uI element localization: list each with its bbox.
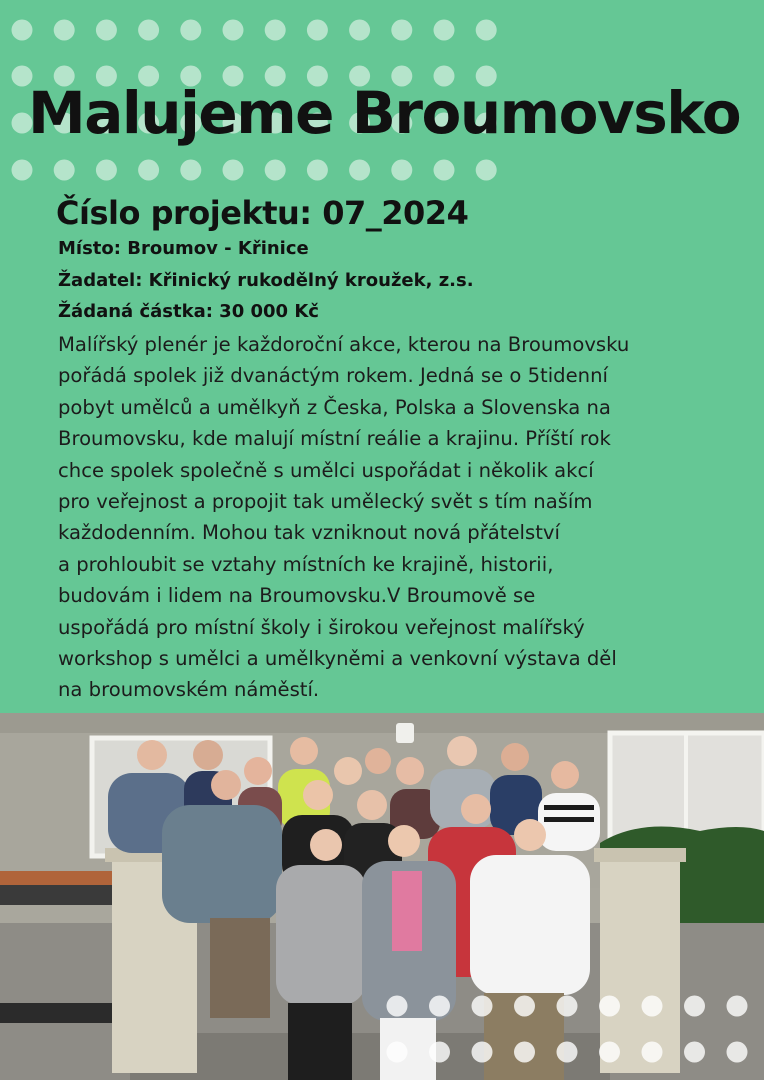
decorative-dot <box>472 996 493 1017</box>
decorative-dot <box>223 20 244 41</box>
decorative-dot <box>391 160 412 181</box>
project-amount: Žádaná částka: 30 000 Kč <box>58 301 319 322</box>
decorative-dot <box>12 20 33 41</box>
decorative-dot <box>599 1042 620 1063</box>
decorative-dot <box>429 1042 450 1063</box>
description-line: budovám i lidem na Broumovsku.V Broumově se <box>58 584 536 608</box>
project-description <box>58 329 738 706</box>
decorative-dot <box>387 996 408 1017</box>
decorative-dot <box>387 1042 408 1063</box>
description-line: uspořádá pro místní školy i širokou veřejnost malířský <box>58 615 585 639</box>
decorative-dot <box>96 20 117 41</box>
description-line: pořádá spolek již dvanáctým rokem. Jedná se o 5tidenní <box>58 364 608 388</box>
decorative-dot <box>265 160 286 181</box>
description-line: pobyt umělců a umělkyň z Česka, Polska a Slovenska na <box>58 395 611 419</box>
decorative-dot <box>684 996 705 1017</box>
decorative-dot <box>514 996 535 1017</box>
project-number: Číslo projektu: 07_2024 <box>56 194 469 232</box>
decorative-dot <box>307 20 328 41</box>
decorative-dot <box>138 160 159 181</box>
decorative-dot <box>642 996 663 1017</box>
decorative-dot <box>727 1042 748 1063</box>
project-title: Malujeme Broumovsko <box>28 79 741 147</box>
description-line: každodenním. Mohou tak vzniknout nová přátelství <box>58 521 560 545</box>
description-line: a prohloubit se vztahy místních ke krajině, historii, <box>58 552 554 576</box>
description-line: chce spolek společně s umělci uspořádat i několik akcí <box>58 458 594 482</box>
decorative-dot <box>138 20 159 41</box>
description-line: Broumovsku, kde malují místní reálie a krajinu. Příští rok <box>58 427 611 451</box>
decorative-dot <box>557 1042 578 1063</box>
description-line: pro veřejnost a propojit tak umělecký svět s tím naším <box>58 490 593 514</box>
project-applicant: Žadatel: Křinický rukodělný kroužek, z.s. <box>58 270 474 291</box>
decorative-dot <box>54 20 75 41</box>
decorative-dot <box>265 20 286 41</box>
decorative-dot <box>54 160 75 181</box>
decorative-dot <box>223 160 244 181</box>
decorative-dot <box>599 996 620 1017</box>
description-line: na broumovském náměstí. <box>58 678 320 702</box>
decorative-dot <box>12 160 33 181</box>
decorative-dot <box>684 1042 705 1063</box>
group-photo <box>0 713 764 1080</box>
decorative-dot <box>476 160 497 181</box>
decorative-dot <box>434 160 455 181</box>
description-line: Malířský plenér je každoroční akce, kterou na Broumovsku <box>58 333 630 356</box>
decorative-dot <box>472 1042 493 1063</box>
project-place: Místo: Broumov - Křinice <box>58 238 309 259</box>
decorative-dot <box>307 160 328 181</box>
decorative-dot <box>434 20 455 41</box>
group-photo-illustration <box>0 713 764 1080</box>
decorative-dot <box>349 20 370 41</box>
decorative-dot <box>642 1042 663 1063</box>
decorative-dot <box>514 1042 535 1063</box>
decorative-dot <box>96 160 117 181</box>
decorative-dot <box>349 160 370 181</box>
decorative-dot <box>557 996 578 1017</box>
decorative-dot <box>476 20 497 41</box>
decorative-dot <box>429 996 450 1017</box>
decorative-dot <box>180 20 201 41</box>
decorative-dot <box>180 160 201 181</box>
decorative-dot <box>727 996 748 1017</box>
decorative-dot <box>391 20 412 41</box>
description-line: workshop s umělci a umělkyněmi a venkovní výstava děl <box>58 647 617 671</box>
